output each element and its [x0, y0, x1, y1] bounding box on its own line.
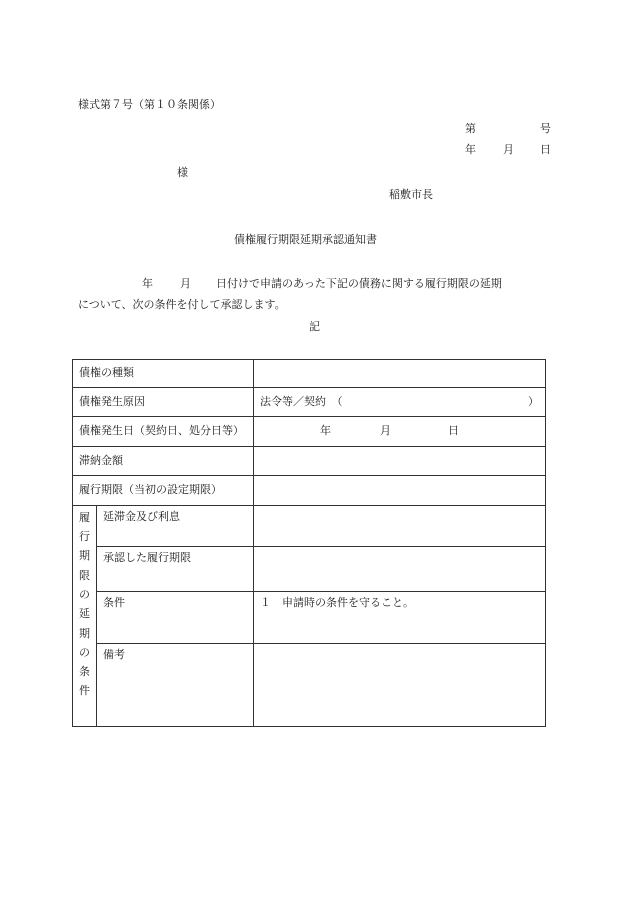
number-go: 号: [540, 122, 551, 135]
vertical-char: 履: [79, 510, 90, 524]
sub-row-label: 延滞金及び利息: [97, 505, 254, 546]
condition-value: １ 申請時の条件を守ること。: [254, 592, 546, 644]
vertical-char: 期: [79, 626, 90, 640]
issue-month: 月: [503, 143, 514, 156]
vertical-char: の: [79, 645, 90, 659]
vertical-char: 行: [79, 530, 90, 544]
date-day: 日: [448, 424, 459, 438]
table-row: [73, 387, 546, 417]
row-value: [254, 360, 546, 388]
row-label: 債権発生原因: [73, 387, 254, 417]
row-value: [254, 417, 546, 447]
document-title: 債権履行期限延期承認通知書: [234, 233, 377, 246]
vertical-char: 条: [79, 665, 90, 679]
date-month: 月: [380, 424, 391, 438]
issue-year: 年: [465, 143, 476, 156]
number-dai: 第: [465, 122, 476, 135]
form-number: 様式第７号（第１０条関係）: [78, 98, 221, 111]
issuer: 稲敷市長: [389, 188, 433, 201]
date-year: 年: [320, 424, 331, 438]
table-row: [73, 476, 546, 506]
sub-row-value: [254, 546, 546, 592]
sub-row-value: [254, 505, 546, 546]
body-line2: について、次の条件を付して承認します。: [78, 298, 286, 311]
vertical-char: 件: [79, 684, 90, 698]
table-row: [73, 360, 546, 388]
issue-day: 日: [540, 143, 551, 156]
details-table: [72, 359, 546, 727]
cause-suffix: ）: [528, 394, 539, 408]
cause-prefix: 法令等／契約 （: [260, 394, 343, 408]
table-row: [73, 505, 546, 546]
sub-row-value: [254, 644, 546, 727]
row-label: 履行期限（当初の設定期限）: [73, 476, 254, 506]
row-label: 債権発生日（契約日、処分日等）: [73, 417, 254, 447]
sub-row-label: 承認した履行期限: [97, 546, 254, 592]
row-label: 滞納金額: [73, 446, 254, 476]
body-line1: 日付けで申請のあった下記の債務に関する履行期限の延期: [216, 277, 502, 290]
vertical-char: 限: [79, 568, 90, 582]
vertical-char: の: [79, 587, 90, 601]
ki-mark: 記: [309, 320, 320, 333]
vertical-label-cell: [73, 505, 97, 726]
row-value: [254, 387, 546, 417]
row-value: [254, 476, 546, 506]
addressee-suffix: 様: [177, 166, 188, 179]
body-year: 年: [142, 277, 153, 290]
sub-row-label: 備考: [97, 644, 254, 727]
row-label: 債権の種類: [73, 360, 254, 388]
body-month: 月: [180, 277, 191, 290]
table-row: [73, 417, 546, 447]
row-value: [254, 446, 546, 476]
table-row: [73, 592, 546, 644]
table-row: [73, 546, 546, 592]
vertical-char: 延: [79, 607, 90, 621]
table-row: [73, 644, 546, 727]
table-row: [73, 446, 546, 476]
vertical-char: 期: [79, 549, 90, 563]
sub-row-label: 条件: [97, 592, 254, 644]
